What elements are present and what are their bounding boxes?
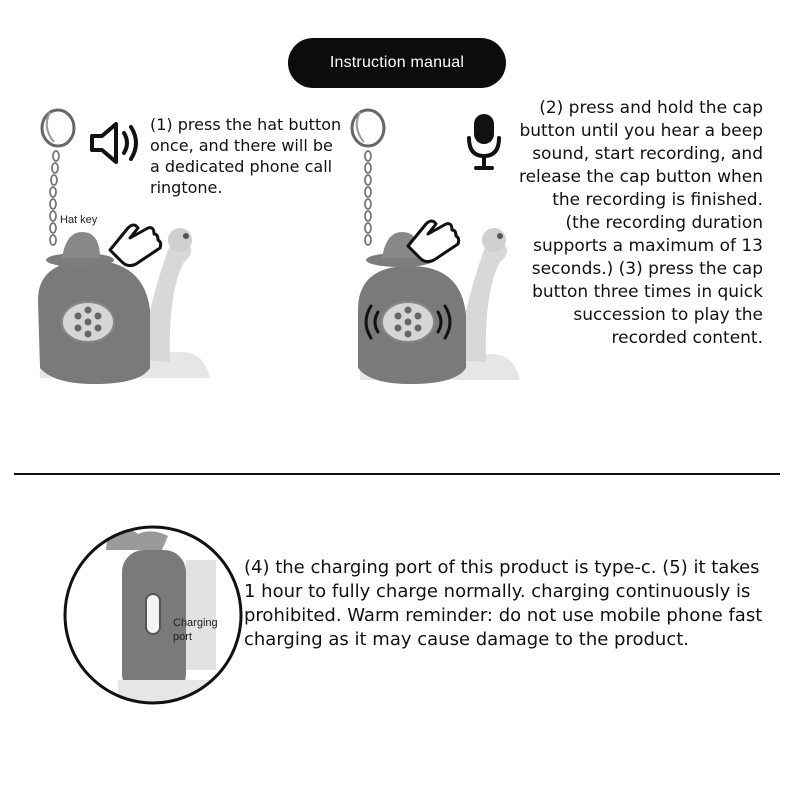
pointing-hand-icon <box>408 221 459 262</box>
keyring-icon <box>352 110 384 146</box>
page-title: Instruction manual <box>329 54 465 71</box>
step-2-3-text: (2) press and hold the cap button until you hear a beep sound, start recording, and release the cap button when the recording is finished. (the recording duration supports a maximum of 13 seconds.) (3) press the cap button three times in quick succession to play the recorded content. <box>518 98 763 348</box>
step-1-text: (1) press the hat button once, and there will be a dedicated phone call ringtone. <box>150 115 342 197</box>
title-pill <box>288 38 506 88</box>
chain-icon <box>365 151 371 245</box>
microphone-icon <box>466 112 502 172</box>
speaker-icon <box>88 118 142 168</box>
chain-icon <box>50 151 59 245</box>
step-4-5-text: (4) the charging port of this product is type-c. (5) it takes 1 hour to fully charge normally. charging continuously is prohibited. Warm reminder: do not use mobile phone fast charging as it may cause damage to the product. <box>244 557 763 650</box>
pointing-hand-icon <box>110 225 161 266</box>
hat-key-label: Hat key <box>60 214 98 226</box>
section-divider <box>14 473 780 475</box>
usb-c-port-icon <box>146 594 160 634</box>
charging-port-figure <box>58 520 248 710</box>
charging-port-label: Charging port <box>173 617 218 643</box>
keyring-icon <box>42 110 74 146</box>
